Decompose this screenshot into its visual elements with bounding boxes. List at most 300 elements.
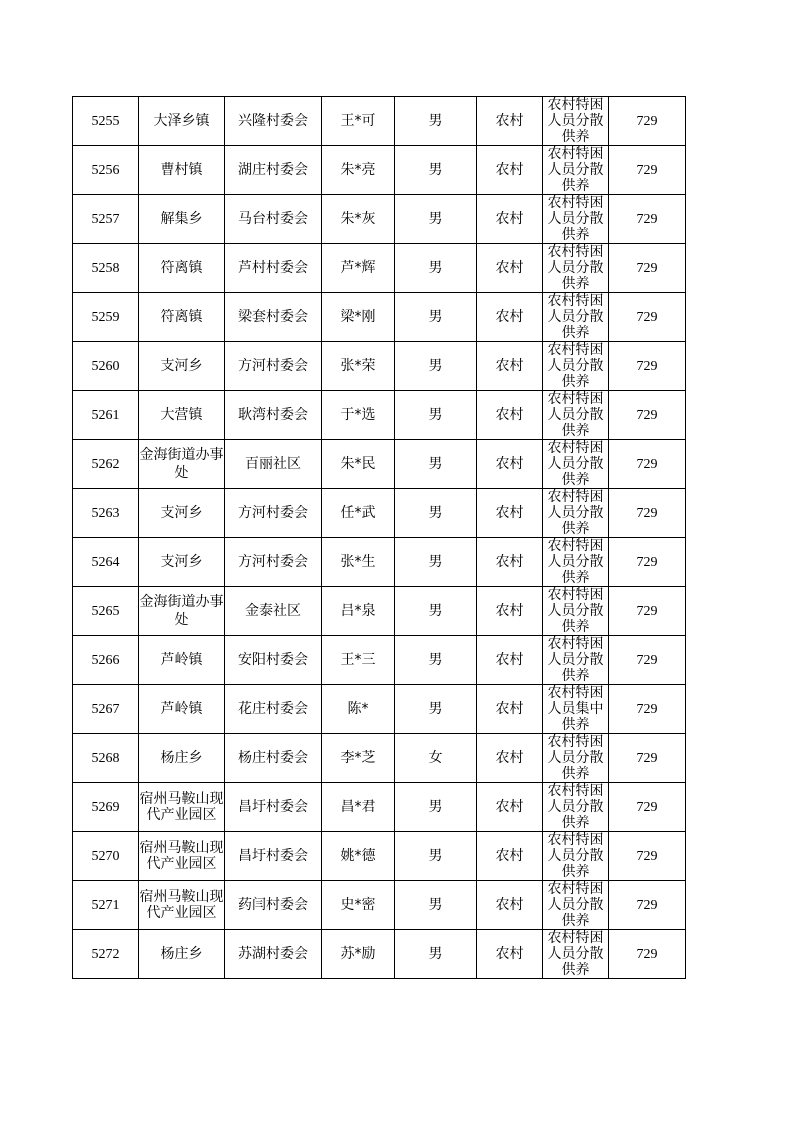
person-name-text: 陈* [347,700,369,717]
amount-text: 729 [636,162,658,178]
gender-text: 男 [428,896,443,913]
village-text: 兴隆村委会 [238,112,308,129]
town-text: 支河乡 [160,357,203,374]
person-name-text: 任*武 [340,504,376,521]
person-name-text: 姚*德 [340,847,376,864]
person-name-cell [322,293,395,342]
support-type-cell [543,146,609,195]
town-text: 支河乡 [160,504,203,521]
gender-cell [395,881,477,930]
table-row [73,930,686,979]
support-type-text: 农村特困人员分散供养 [547,440,604,488]
gender-cell [395,391,477,440]
support-type-text: 农村特困人员分散供养 [547,587,604,635]
amount-cell [609,244,686,293]
record-id-cell [73,440,139,489]
gender-cell [395,685,477,734]
area-type-cell [477,734,543,783]
village-cell [225,146,322,195]
support-type-cell [543,734,609,783]
gender-cell [395,97,477,146]
amount-text: 729 [636,309,658,325]
records-table [72,96,686,979]
town-text: 大营镇 [160,406,203,423]
village-text: 马台村委会 [238,210,308,227]
gender-text: 男 [428,455,443,472]
table-row [73,783,686,832]
person-name-text: 朱*民 [340,455,376,472]
amount-text: 729 [636,407,658,423]
town-cell [139,930,225,979]
person-name-text: 昌*君 [340,798,376,815]
record-id-cell [73,489,139,538]
area-type-text: 农村 [495,553,524,570]
gender-cell [395,538,477,587]
area-type-cell [477,293,543,342]
gender-text: 男 [428,945,443,962]
gender-text: 男 [428,553,443,570]
record-id-text: 5267 [91,701,120,717]
record-id-cell [73,587,139,636]
support-type-text: 农村特困人员分散供养 [547,146,604,194]
gender-text: 男 [428,847,443,864]
person-name-cell [322,783,395,832]
area-type-text: 农村 [495,602,524,619]
record-id-text: 5268 [91,750,120,766]
record-id-cell [73,685,139,734]
amount-cell [609,930,686,979]
support-type-text: 农村特困人员分散供养 [547,734,604,782]
record-id-text: 5269 [91,799,120,815]
village-text: 苏湖村委会 [238,945,308,962]
support-type-cell [543,342,609,391]
village-text: 花庄村委会 [238,700,308,717]
gender-cell [395,587,477,636]
support-type-text: 农村特困人员分散供养 [547,930,604,978]
amount-cell [609,146,686,195]
support-type-cell [543,783,609,832]
record-id-cell [73,881,139,930]
village-text: 昌圩村委会 [238,798,308,815]
village-text: 方河村委会 [238,357,308,374]
town-text: 大泽乡镇 [153,112,210,129]
gender-text: 男 [428,406,443,423]
record-id-cell [73,636,139,685]
amount-cell [609,881,686,930]
village-text: 金泰社区 [245,602,301,619]
village-text: 安阳村委会 [238,651,308,668]
support-type-text: 农村特困人员分散供养 [547,538,604,586]
support-type-text: 农村特困人员分散供养 [547,391,604,439]
person-name-cell [322,685,395,734]
amount-cell [609,97,686,146]
gender-cell [395,195,477,244]
village-cell [225,244,322,293]
village-text: 方河村委会 [238,553,308,570]
village-text: 百丽社区 [245,455,301,472]
area-type-text: 农村 [495,259,524,276]
town-cell [139,636,225,685]
village-cell [225,293,322,342]
amount-text: 729 [636,603,658,619]
amount-cell [609,293,686,342]
area-type-text: 农村 [495,749,524,766]
record-id-text: 5260 [91,358,120,374]
record-id-cell [73,97,139,146]
support-type-cell [543,97,609,146]
table-row [73,342,686,391]
table-row [73,195,686,244]
table-row [73,636,686,685]
person-name-text: 苏*励 [340,945,376,962]
record-id-text: 5261 [91,407,120,423]
area-type-text: 农村 [495,357,524,374]
gender-cell [395,930,477,979]
person-name-text: 朱*灰 [340,210,376,227]
area-type-cell [477,538,543,587]
area-type-cell [477,587,543,636]
village-text: 梁套村委会 [238,308,308,325]
area-type-cell [477,783,543,832]
person-name-text: 于*选 [340,406,376,423]
support-type-cell [543,391,609,440]
support-type-cell [543,636,609,685]
record-id-cell [73,783,139,832]
town-text: 符离镇 [160,259,203,276]
gender-text: 男 [428,161,443,178]
area-type-cell [477,391,543,440]
support-type-text: 农村特困人员分散供养 [547,293,604,341]
town-cell [139,881,225,930]
person-name-cell [322,881,395,930]
person-name-cell [322,97,395,146]
table-row [73,293,686,342]
table-row [73,538,686,587]
gender-cell [395,832,477,881]
town-text: 宿州马鞍山现代产业园区 [139,791,224,823]
town-cell [139,97,225,146]
gender-text: 男 [428,259,443,276]
record-id-cell [73,734,139,783]
area-type-text: 农村 [495,651,524,668]
record-id-text: 5263 [91,505,120,521]
table-row [73,244,686,293]
area-type-cell [477,440,543,489]
town-cell [139,391,225,440]
person-name-text: 王*三 [340,651,376,668]
town-text: 解集乡 [160,210,203,227]
person-name-cell [322,734,395,783]
support-type-text: 农村特困人员分散供养 [547,489,604,537]
area-type-text: 农村 [495,308,524,325]
amount-text: 729 [636,211,658,227]
village-cell [225,734,322,783]
town-cell [139,440,225,489]
gender-text: 男 [428,798,443,815]
amount-text: 729 [636,505,658,521]
person-name-cell [322,440,395,489]
amount-cell [609,489,686,538]
village-text: 湖庄村委会 [238,161,308,178]
person-name-cell [322,195,395,244]
support-type-text: 农村特困人员分散供养 [547,783,604,831]
person-name-cell [322,342,395,391]
village-cell [225,587,322,636]
amount-cell [609,342,686,391]
gender-text: 男 [428,210,443,227]
village-text: 芦村村委会 [238,259,308,276]
amount-text: 729 [636,897,658,913]
support-type-text: 农村特困人员分散供养 [547,636,604,684]
town-cell [139,685,225,734]
amount-text: 729 [636,456,658,472]
support-type-cell [543,881,609,930]
record-id-text: 5272 [91,946,120,962]
support-type-cell [543,489,609,538]
gender-text: 女 [428,749,443,766]
village-cell [225,391,322,440]
village-cell [225,832,322,881]
person-name-cell [322,587,395,636]
support-type-cell [543,244,609,293]
person-name-text: 王*可 [340,112,376,129]
amount-text: 729 [636,799,658,815]
area-type-text: 农村 [495,896,524,913]
area-type-text: 农村 [495,112,524,129]
record-id-text: 5271 [91,897,120,913]
area-type-cell [477,930,543,979]
amount-text: 729 [636,652,658,668]
amount-text: 729 [636,554,658,570]
town-text: 曹村镇 [160,161,203,178]
gender-cell [395,146,477,195]
amount-text: 729 [636,750,658,766]
area-type-text: 农村 [495,210,524,227]
support-type-text: 农村特困人员分散供养 [547,342,604,390]
record-id-text: 5265 [91,603,120,619]
area-type-cell [477,195,543,244]
amount-cell [609,734,686,783]
area-type-text: 农村 [495,798,524,815]
record-id-text: 5262 [91,456,120,472]
gender-cell [395,342,477,391]
gender-cell [395,783,477,832]
town-cell [139,734,225,783]
person-name-cell [322,930,395,979]
person-name-text: 张*生 [340,553,376,570]
amount-text: 729 [636,260,658,276]
record-id-cell [73,293,139,342]
amount-cell [609,783,686,832]
support-type-cell [543,440,609,489]
area-type-cell [477,146,543,195]
town-cell [139,587,225,636]
gender-cell [395,489,477,538]
area-type-cell [477,685,543,734]
town-text: 金海街道办事处 [139,594,224,628]
record-id-text: 5266 [91,652,120,668]
record-id-text: 5256 [91,162,120,178]
person-name-text: 李*芝 [340,749,376,766]
gender-cell [395,734,477,783]
village-cell [225,195,322,244]
record-id-cell [73,244,139,293]
area-type-cell [477,342,543,391]
table-row [73,391,686,440]
area-type-cell [477,489,543,538]
village-cell [225,685,322,734]
amount-cell [609,440,686,489]
person-name-cell [322,244,395,293]
record-id-cell [73,538,139,587]
village-cell [225,881,322,930]
table-row [73,734,686,783]
gender-cell [395,293,477,342]
support-type-cell [543,685,609,734]
gender-text: 男 [428,651,443,668]
person-name-text: 史*密 [340,896,376,913]
person-name-text: 芦*辉 [340,259,376,276]
town-cell [139,195,225,244]
support-type-cell [543,930,609,979]
gender-cell [395,440,477,489]
record-id-text: 5255 [91,113,120,129]
table-row [73,685,686,734]
village-cell [225,489,322,538]
area-type-cell [477,832,543,881]
village-cell [225,440,322,489]
table-row [73,440,686,489]
area-type-text: 农村 [495,455,524,472]
support-type-text: 农村特困人员分散供养 [547,832,604,880]
support-type-text: 农村特困人员分散供养 [547,881,604,929]
village-text: 药闫村委会 [238,896,308,913]
town-cell [139,538,225,587]
town-cell [139,244,225,293]
record-id-cell [73,391,139,440]
table-row [73,146,686,195]
gender-text: 男 [428,602,443,619]
town-text: 符离镇 [160,308,203,325]
person-name-cell [322,832,395,881]
support-type-cell [543,293,609,342]
area-type-text: 农村 [495,700,524,717]
table-row [73,97,686,146]
area-type-text: 农村 [495,406,524,423]
table-row [73,587,686,636]
town-cell [139,489,225,538]
amount-text: 729 [636,113,658,129]
record-id-cell [73,832,139,881]
record-id-cell [73,195,139,244]
gender-text: 男 [428,504,443,521]
town-text: 支河乡 [160,553,203,570]
amount-cell [609,587,686,636]
support-type-text: 农村特困人员分散供养 [547,97,604,145]
area-type-text: 农村 [495,161,524,178]
area-type-cell [477,636,543,685]
person-name-cell [322,489,395,538]
record-id-text: 5270 [91,848,120,864]
support-type-text: 农村特困人员分散供养 [547,244,604,292]
village-cell [225,783,322,832]
record-id-cell [73,342,139,391]
area-type-cell [477,244,543,293]
person-name-text: 张*荣 [340,357,376,374]
person-name-text: 吕*泉 [340,602,376,619]
support-type-text: 农村特困人员集中供养 [547,685,604,733]
person-name-cell [322,636,395,685]
village-text: 方河村委会 [238,504,308,521]
amount-cell [609,685,686,734]
gender-text: 男 [428,700,443,717]
gender-cell [395,244,477,293]
amount-cell [609,195,686,244]
gender-text: 男 [428,308,443,325]
amount-cell [609,391,686,440]
person-name-cell [322,391,395,440]
area-type-text: 农村 [495,847,524,864]
town-text: 金海街道办事处 [139,447,224,481]
town-text: 杨庄乡 [160,749,203,766]
support-type-text: 农村特困人员分散供养 [547,195,604,243]
village-cell [225,636,322,685]
area-type-cell [477,97,543,146]
town-cell [139,783,225,832]
person-name-cell [322,146,395,195]
town-cell [139,342,225,391]
village-text: 杨庄村委会 [238,749,308,766]
table-body [73,97,686,979]
table-row [73,489,686,538]
gender-text: 男 [428,357,443,374]
record-id-cell [73,146,139,195]
record-id-text: 5259 [91,309,120,325]
area-type-cell [477,881,543,930]
gender-text: 男 [428,112,443,129]
village-text: 耿湾村委会 [238,406,308,423]
amount-text: 729 [636,848,658,864]
village-cell [225,342,322,391]
village-cell [225,930,322,979]
town-text: 宿州马鞍山现代产业园区 [139,840,224,872]
amount-text: 729 [636,946,658,962]
amount-text: 729 [636,701,658,717]
table-row [73,832,686,881]
town-text: 宿州马鞍山现代产业园区 [139,889,224,921]
record-id-cell [73,930,139,979]
amount-cell [609,832,686,881]
person-name-cell [322,538,395,587]
person-name-text: 梁*刚 [340,308,376,325]
support-type-cell [543,587,609,636]
record-id-text: 5257 [91,211,120,227]
town-cell [139,832,225,881]
town-text: 芦岭镇 [160,651,203,668]
amount-text: 729 [636,358,658,374]
area-type-text: 农村 [495,945,524,962]
town-text: 芦岭镇 [160,700,203,717]
gender-cell [395,636,477,685]
support-type-cell [543,832,609,881]
person-name-text: 朱*亮 [340,161,376,178]
town-text: 杨庄乡 [160,945,203,962]
area-type-text: 农村 [495,504,524,521]
record-id-text: 5258 [91,260,120,276]
village-text: 昌圩村委会 [238,847,308,864]
amount-cell [609,636,686,685]
town-cell [139,146,225,195]
